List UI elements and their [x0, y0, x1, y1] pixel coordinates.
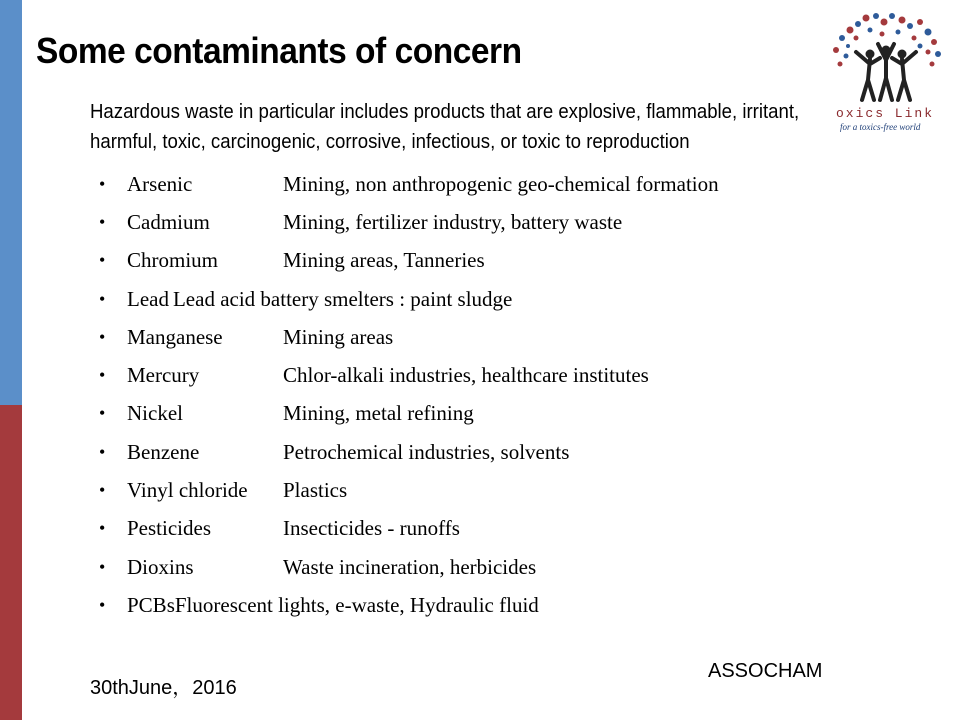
contaminant-name: Lead — [127, 286, 169, 311]
slide-title: Some contaminants of concern — [36, 30, 522, 71]
intro-paragraph: Hazardous waste in particular includes products that are explosive, flammable, irritant, harmful, toxic, carcinogenic, corrosive, infectious, or toxic to reproduction — [90, 101, 800, 153]
contaminant-name: Benzene — [127, 439, 200, 464]
contaminant-source: Mining areas — [283, 324, 394, 349]
bullet-icon: • — [99, 326, 106, 347]
contaminant-name: Manganese — [127, 324, 223, 349]
contaminant-name: Cadmium — [127, 209, 210, 234]
bullet-icon: • — [99, 518, 106, 539]
bullet-icon: • — [99, 480, 106, 501]
bullet-icon: • — [99, 441, 106, 462]
left-accent-bar-blue — [0, 0, 22, 405]
bullet-icon: • — [99, 365, 106, 386]
contaminant-inline — [127, 593, 539, 618]
contaminant-name: Vinyl chloride — [127, 478, 248, 503]
contaminant-inline — [127, 287, 512, 312]
contaminant-source: Mining, fertilizer industry, battery waste — [283, 209, 623, 234]
footer-date: 30thJune，2016 — [90, 677, 237, 699]
left-accent-bar-red — [0, 405, 22, 720]
bullet-icon: • — [99, 288, 106, 309]
contaminant-name: Dioxins — [127, 554, 194, 579]
contaminant-source: Insecticides - runoffs — [283, 516, 460, 541]
contaminant-source: Mining, metal refining — [283, 401, 474, 426]
contaminant-source: Mining areas, Tanneries — [283, 248, 485, 273]
bullet-icon: • — [99, 594, 106, 615]
bullet-icon: • — [99, 403, 106, 424]
contaminant-source: Mining, non anthropogenic geo-chemical formation — [283, 171, 719, 196]
bullet-icon: • — [99, 173, 106, 194]
contaminant-name: PCBs — [127, 592, 175, 617]
contaminant-name: Mercury — [127, 363, 200, 388]
contaminant-source: Chlor-alkali industries, healthcare institutes — [283, 363, 649, 388]
footer-organization: ASSOCHAM — [708, 660, 823, 682]
logo-figures — [856, 44, 916, 100]
bullet-icon: • — [99, 250, 106, 271]
contaminant-source: Petrochemical industries, solvents — [283, 439, 570, 464]
contaminant-name: Nickel — [127, 401, 183, 426]
contaminant-name: Chromium — [127, 248, 219, 273]
logo-wordmark: oxics Link — [836, 106, 935, 121]
bullet-icon: • — [99, 211, 106, 232]
contaminant-source: Plastics — [283, 478, 348, 503]
contaminant-source: Lead acid battery smelters : paint sludge — [172, 286, 513, 311]
contaminant-source: Waste incineration, herbicides — [283, 554, 537, 579]
bullet-icon: • — [99, 556, 106, 577]
contaminant-name: Arsenic — [127, 171, 193, 196]
logo-tagline: for a toxics-free world — [840, 122, 921, 132]
contaminant-source: Fluorescent lights, e-waste, Hydraulic fluid — [174, 592, 539, 617]
contaminant-name: Pesticides — [127, 516, 211, 541]
